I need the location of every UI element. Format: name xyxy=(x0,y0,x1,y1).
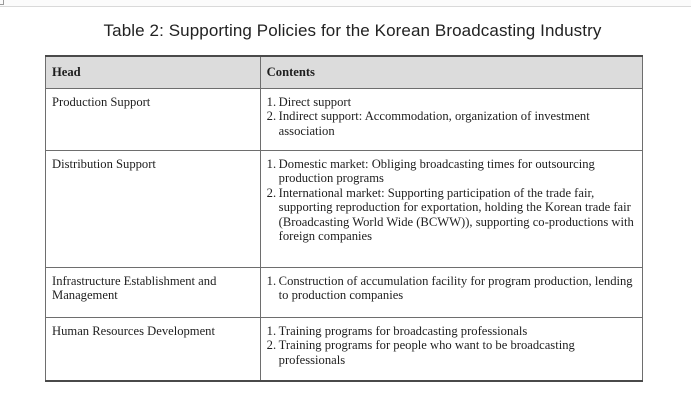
list-item xyxy=(267,338,636,367)
item-text: International market: Supporting participation of the trade fair, supporting reproduction for exportation, holding the Korean trade fair (Broadcasting World Wide (BCWW)), supporting co-productions with foreign companies xyxy=(278,185,634,244)
row-head-distribution-support: Distribution Support xyxy=(46,151,261,268)
item-number: 1. xyxy=(266,95,277,109)
item-number: 1. xyxy=(266,324,277,338)
list-item xyxy=(267,186,636,244)
item-number: 2. xyxy=(266,338,277,353)
item-number: 2. xyxy=(266,185,277,200)
item-number: 1. xyxy=(266,157,277,171)
row-head-production-support: Production Support xyxy=(46,89,261,151)
item-text: Direct support xyxy=(278,95,352,109)
table-row xyxy=(46,268,643,318)
header-head: Head xyxy=(46,56,261,89)
item-number: 2. xyxy=(266,109,277,124)
table-row xyxy=(46,151,643,268)
list-item xyxy=(267,109,636,138)
row-contents xyxy=(260,89,642,151)
row-head-infrastructure: Infrastructure Establishment and Management xyxy=(46,268,261,318)
list-item xyxy=(267,324,636,338)
item-text: Indirect support: Accommodation, organization of investment association xyxy=(278,109,590,138)
list-item xyxy=(267,157,636,186)
table-row xyxy=(46,318,643,382)
table-row xyxy=(46,89,643,151)
policies-table xyxy=(45,55,643,382)
list-item xyxy=(267,274,636,303)
item-text: Construction of accumulation facility for program production, lending to production companies xyxy=(278,274,633,303)
table-caption: Table 2: Supporting Policies for the Korean Broadcasting Industry xyxy=(103,21,602,40)
item-text: Training programs for people who want to be broadcasting professionals xyxy=(278,338,575,367)
item-text: Domestic market: Obliging broadcasting times for outsourcing production programs xyxy=(278,157,595,186)
table-header-row xyxy=(46,56,643,89)
list-item xyxy=(267,95,636,109)
viewer-top-edge xyxy=(0,0,691,7)
item-text: Training programs for broadcasting professionals xyxy=(278,324,528,338)
row-head-human-resources: Human Resources Development xyxy=(46,318,261,382)
row-contents xyxy=(260,268,642,318)
row-contents xyxy=(260,151,642,268)
corner-mark xyxy=(0,0,4,5)
row-contents xyxy=(260,318,642,382)
item-number: 1. xyxy=(266,274,277,288)
header-contents: Contents xyxy=(260,56,642,89)
